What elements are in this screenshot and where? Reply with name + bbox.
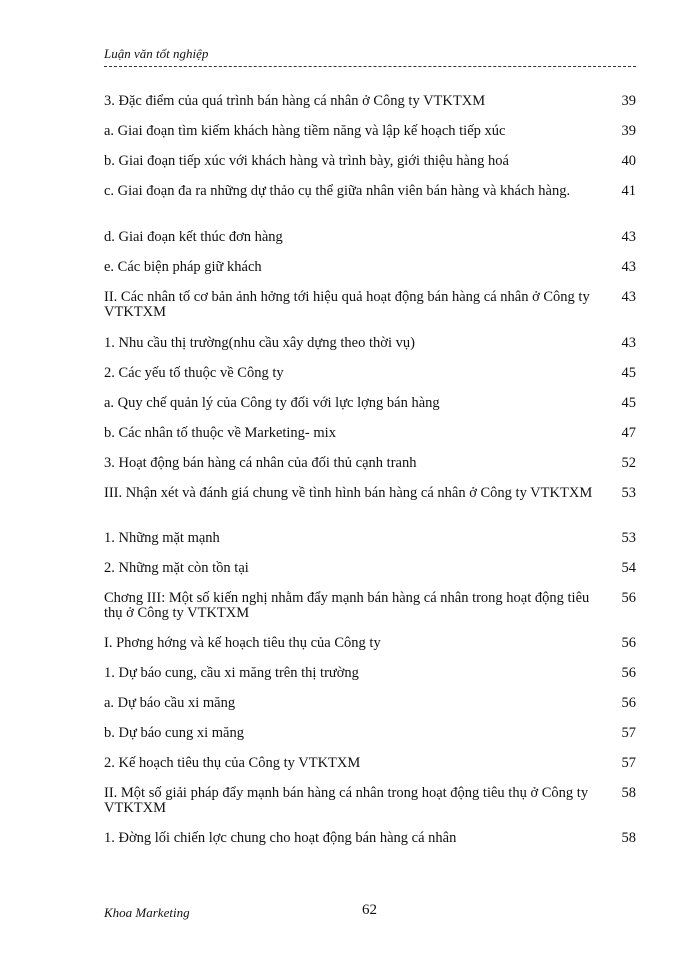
toc-entry-text: e. Các biện pháp giữ khách <box>104 259 262 275</box>
toc-entry-page: 56 <box>621 590 636 606</box>
toc-entry-text: II. Một số giải pháp đẩy mạnh bán hàng cá nhân trong hoạt động tiêu thụ ở Công ty VTKTXM <box>104 785 589 816</box>
toc-entry-page: 41 <box>621 183 636 199</box>
toc-entry-text: 1. Nhu cầu thị trường(nhu cầu xây dựng theo thời vụ) <box>104 335 415 351</box>
toc-entry-text: 2. Các yếu tố thuộc về Công ty <box>104 365 284 381</box>
toc-entry-page: 43 <box>621 289 636 305</box>
toc-entry-text: III. Nhận xét và đánh giá chung về tình hình bán hàng cá nhân ở Công ty VTKTXM <box>104 485 593 501</box>
toc-entry-text: 3. Đặc điểm của quá trình bán hàng cá nhân ở Công ty VTKTXM <box>104 93 486 109</box>
toc-entry-text: 1. Đờng lối chiến lợc chung cho hoạt động bán hàng cá nhân <box>104 830 457 846</box>
toc-entry-page: 43 <box>621 229 636 245</box>
toc-entry-page: 54 <box>621 560 636 576</box>
footer-department: Khoa Marketing <box>104 905 190 920</box>
toc-entry-text: a. Giai đoạn tìm kiếm khách hàng tiềm năng và lập kế hoạch tiếp xúc <box>104 123 506 139</box>
footer-page-number: 62 <box>362 902 377 918</box>
toc-entry-page: 40 <box>621 153 636 169</box>
toc-entry-page: 56 <box>621 695 636 711</box>
toc-entry-text: 3. Hoạt động bán hàng cá nhân của đối thủ cạnh tranh <box>104 455 417 471</box>
toc-entry-page: 43 <box>621 259 636 275</box>
toc-entry-page: 56 <box>621 665 636 681</box>
toc-entry-text: c. Giai đoạn đa ra những dự thảo cụ thể giữa nhân viên bán hàng và khách hàng. <box>104 183 571 199</box>
toc-entry-text: a. Dự báo cầu xi măng <box>104 695 236 711</box>
toc-entry-text: II. Các nhân tố cơ bản ảnh hởng tới hiệu quả hoạt động bán hàng cá nhân ở Công ty VTKTXM <box>104 289 590 320</box>
toc-entry-page: 39 <box>621 93 636 109</box>
toc-entry-text: d. Giai đoạn kết thúc đơn hàng <box>104 229 283 245</box>
toc-entry-text: b. Giai đoạn tiếp xúc với khách hàng và trình bày, giới thiệu hàng hoá <box>104 153 509 169</box>
toc-entry-page: 58 <box>621 830 636 846</box>
toc-entry-page: 58 <box>621 785 636 801</box>
toc-entry-page: 53 <box>621 485 636 501</box>
toc-entry-text: 2. Kế hoạch tiêu thụ của Công ty VTKTXM <box>104 755 361 771</box>
page-header <box>104 44 636 67</box>
toc-entry-page: 56 <box>621 635 636 651</box>
toc-entry-text: 1. Những mặt mạnh <box>104 530 220 546</box>
toc-entry-text: b. Dự báo cung xi măng <box>104 725 244 741</box>
toc-entry-page: 45 <box>621 395 636 411</box>
toc-entry-page: 47 <box>621 425 636 441</box>
toc-entry-text: a. Quy chế quản lý của Công ty đối với lực lợng bán hàng <box>104 395 440 411</box>
toc-entry-page: 57 <box>621 725 636 741</box>
toc-entry-page: 43 <box>621 335 636 351</box>
toc-entry-text: 1. Dự báo cung, cầu xi măng trên thị trường <box>104 665 359 681</box>
toc-entry-page: 39 <box>621 123 636 139</box>
toc-entry-page: 57 <box>621 755 636 771</box>
toc-entry-page: 45 <box>621 365 636 381</box>
toc-entry-page: 53 <box>621 530 636 546</box>
header-title: Luận văn tốt nghiệp <box>104 46 209 61</box>
toc-entry-text: b. Các nhân tố thuộc về Marketing- mix <box>104 425 336 441</box>
toc-entry-text: 2. Những mặt còn tồn tại <box>104 560 249 576</box>
toc-entry-page: 52 <box>621 455 636 471</box>
toc-entry-text: Chơng III: Một số kiến nghị nhằm đẩy mạnh bán hàng cá nhân trong hoạt động tiêu thụ ở Công ty VTKTXM <box>104 590 590 621</box>
toc-entry-text: I. Phơng hớng và kế hoạch tiêu thụ của Công ty <box>104 635 381 651</box>
